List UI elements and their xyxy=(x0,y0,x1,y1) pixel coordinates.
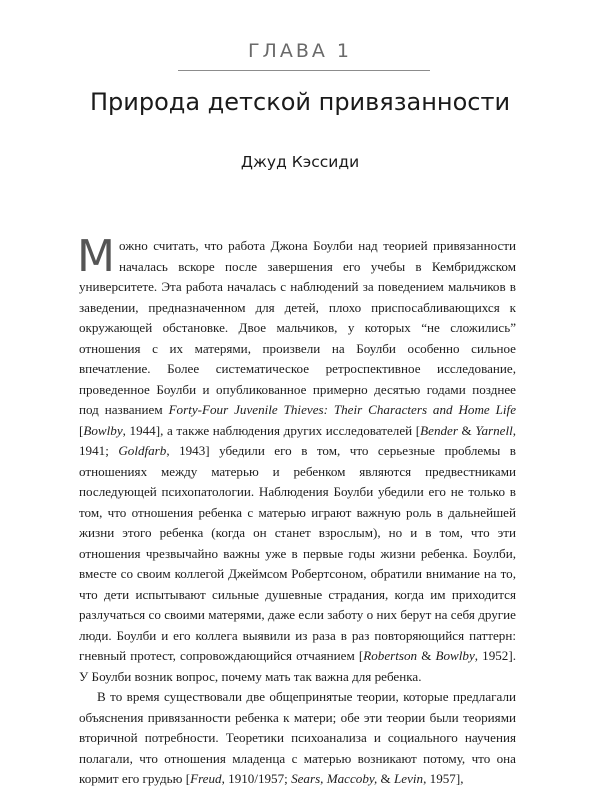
text-run: [ xyxy=(79,422,84,438)
citation-author: Bowlby xyxy=(83,422,123,438)
text-run: В то время существовали две общепринятые теории, которые предлагали объяснения привязанности ребенка к матери; обе эти теории были теориями вторичной потребности. Теоретики психоанализа и социального научения полагали, что отношения младенца с матерью возникают потому, что она кормит его грудью [ xyxy=(79,689,516,786)
book-title: Forty-Four Juvenile Thieves: Their Characters and Home Life xyxy=(168,402,517,417)
citation-author: Yarnell xyxy=(475,422,513,438)
citation-author: Freud xyxy=(190,771,222,786)
paragraph-1 xyxy=(77,231,517,687)
text-run: & xyxy=(377,771,394,786)
citation-author: Levin xyxy=(394,771,424,786)
citation-author: Robertson xyxy=(363,648,418,663)
citation-author: Bender xyxy=(420,422,458,438)
text-run: , 1910/1957; xyxy=(221,771,292,786)
chapter-body xyxy=(77,231,517,790)
text-run: , 1957], xyxy=(423,771,464,786)
drop-cap: М xyxy=(77,231,115,282)
text-run: , 1941; xyxy=(79,422,516,458)
text-run: , 1944], а также наблюдения других исследователей [ xyxy=(122,422,421,438)
text-run: & xyxy=(457,422,476,438)
chapter-divider xyxy=(178,70,430,71)
text-run: , 1943] убедили его в том, что серьезные проблемы в отношениях между матерью и ребенком являются предвестниками последующей психопатологии. Наблюдения Боулби убедили его не только в том, что отношения ребенка с матерью играют важную роль в дальнейшей жизни этого ребенка (когда он станет взрослым), но и в том, что эти отношения чрезвычайно важны уже в первые годы жизни ребенка. Боулби, вместе со своим коллегой Джеймсом Робертсоном, обратили внимание на то, что дети испытывают сильные душевные страдания, когда им приходится разлучаться со своими матерями, даже если заботу о них берут на себя другие люди. Боулби и его коллега выявили из раза в раз повторяющийся паттерн: гневный протест, сопровождающийся отчаянием [ xyxy=(79,443,516,663)
chapter-title: Природа детской привязанности xyxy=(89,88,511,116)
chapter-author: Джуд Кэссиди xyxy=(240,153,360,171)
text-run: ожно считать, что работа Джона Боулби над теорией привязанности началась вскоре после завершения его учебы в Кембриджском университете. Эта работа началась с наблюдений за поведением мальчиков в заведении, предназначенном для детей, плохо приспосабливающихся к окружающей обстановке. Двое мальчиков, у которых “не сложились” отношения с их матерями, произвели на Боулби особенно сильное впечатление. Более систематическое ретроспективное исследование, проведенное Боулби и опубликованное примерно десятью годами позднее под названием xyxy=(79,238,516,417)
text-run: & xyxy=(417,648,436,663)
citation-author: Bowlby xyxy=(435,648,475,663)
citation-author: Sears, Maccoby, xyxy=(291,771,378,786)
text-run: , 1952]. У Боулби возник вопрос, почему мать так важна для ребенка. xyxy=(79,648,516,684)
citation-author: Goldfarb xyxy=(118,443,167,458)
chapter-number: ГЛАВА 1 xyxy=(247,40,353,62)
paragraph-2 xyxy=(79,687,516,790)
